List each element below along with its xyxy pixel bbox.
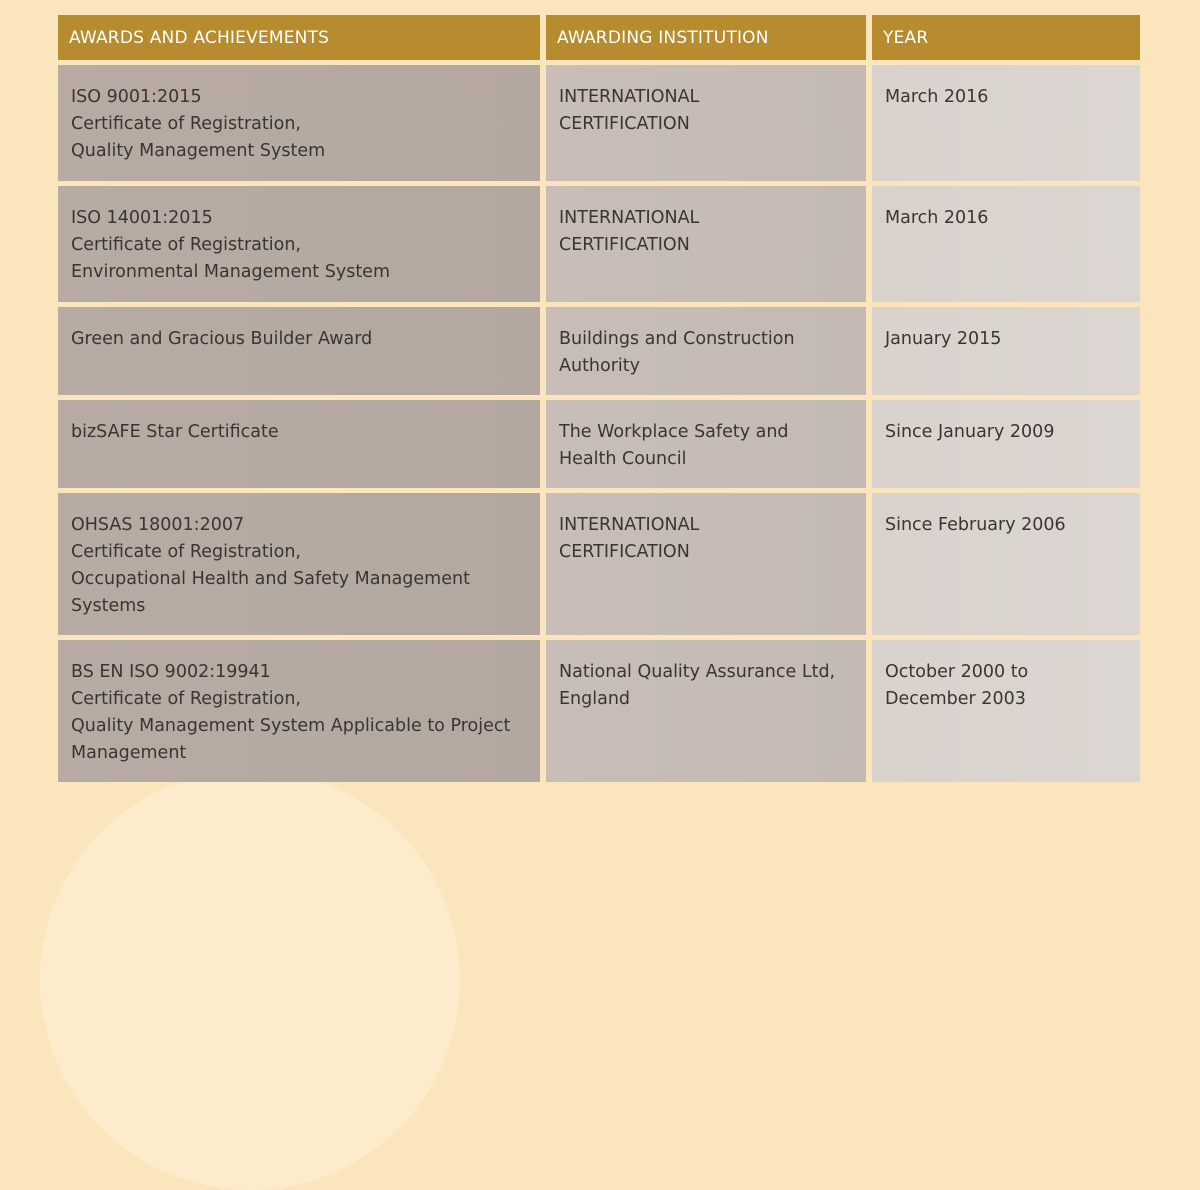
award-line: bizSAFE Star Certificate bbox=[71, 422, 279, 442]
institution-line: CERTIFICATION bbox=[559, 114, 690, 134]
header-year: YEAR bbox=[872, 15, 1140, 60]
institution-line: Health Council bbox=[559, 449, 687, 469]
award-line: Quality Management System Applicable to Project bbox=[71, 716, 511, 736]
award-line: Occupational Health and Safety Management bbox=[71, 569, 470, 589]
award-line: Certificate of Registration, bbox=[71, 114, 301, 134]
institution-line: CERTIFICATION bbox=[559, 235, 690, 255]
year-cell bbox=[872, 186, 1140, 302]
institution-line: INTERNATIONAL bbox=[559, 208, 700, 228]
year-line: January 2015 bbox=[885, 329, 1002, 349]
year-line: March 2016 bbox=[885, 208, 989, 228]
institution-cell bbox=[546, 640, 866, 782]
year-cell bbox=[872, 65, 1140, 181]
institution-line: Authority bbox=[559, 356, 640, 376]
award-line: OHSAS 18001:2007 bbox=[71, 515, 245, 535]
award-line: Certificate of Registration, bbox=[71, 689, 301, 709]
award-cell bbox=[58, 186, 540, 302]
award-line: Environmental Management System bbox=[71, 262, 390, 282]
award-cell bbox=[58, 400, 540, 488]
year-cell bbox=[872, 640, 1140, 782]
year-line: March 2016 bbox=[885, 87, 989, 107]
year-line: October 2000 to bbox=[885, 662, 1029, 682]
award-line: Certificate of Registration, bbox=[71, 235, 301, 255]
year-cell bbox=[872, 493, 1140, 635]
award-cell bbox=[58, 65, 540, 181]
header-awards: AWARDS AND ACHIEVEMENTS bbox=[58, 15, 540, 60]
institution-line: Buildings and Construction bbox=[559, 329, 795, 349]
award-cell bbox=[58, 493, 540, 635]
award-cell bbox=[58, 307, 540, 395]
award-line: ISO 9001:2015 bbox=[71, 87, 202, 107]
institution-line: CERTIFICATION bbox=[559, 542, 690, 562]
institution-cell bbox=[546, 186, 866, 302]
institution-cell bbox=[546, 493, 866, 635]
year-cell bbox=[872, 307, 1140, 395]
year-line: Since February 2006 bbox=[885, 515, 1066, 535]
award-line: ISO 14001:2015 bbox=[71, 208, 213, 228]
institution-line: INTERNATIONAL bbox=[559, 515, 700, 535]
institution-cell bbox=[546, 65, 866, 181]
institution-line: The Workplace Safety and bbox=[559, 422, 789, 442]
award-line: Systems bbox=[71, 596, 146, 616]
institution-line: National Quality Assurance Ltd, bbox=[559, 662, 836, 682]
institution-cell bbox=[546, 400, 866, 488]
institution-cell bbox=[546, 307, 866, 395]
award-line: Green and Gracious Builder Award bbox=[71, 329, 373, 349]
year-line: Since January 2009 bbox=[885, 422, 1055, 442]
background-circle bbox=[40, 770, 460, 1190]
award-line: BS EN ISO 9002:19941 bbox=[71, 662, 271, 682]
award-line: Management bbox=[71, 743, 187, 763]
award-line: Quality Management System bbox=[71, 141, 326, 161]
header-institution: AWARDING INSTITUTION bbox=[546, 15, 866, 60]
year-line: December 2003 bbox=[885, 689, 1026, 709]
institution-line: England bbox=[559, 689, 631, 709]
awards-table bbox=[58, 15, 1140, 782]
institution-line: INTERNATIONAL bbox=[559, 87, 700, 107]
award-line: Certificate of Registration, bbox=[71, 542, 301, 562]
award-cell bbox=[58, 640, 540, 782]
year-cell bbox=[872, 400, 1140, 488]
